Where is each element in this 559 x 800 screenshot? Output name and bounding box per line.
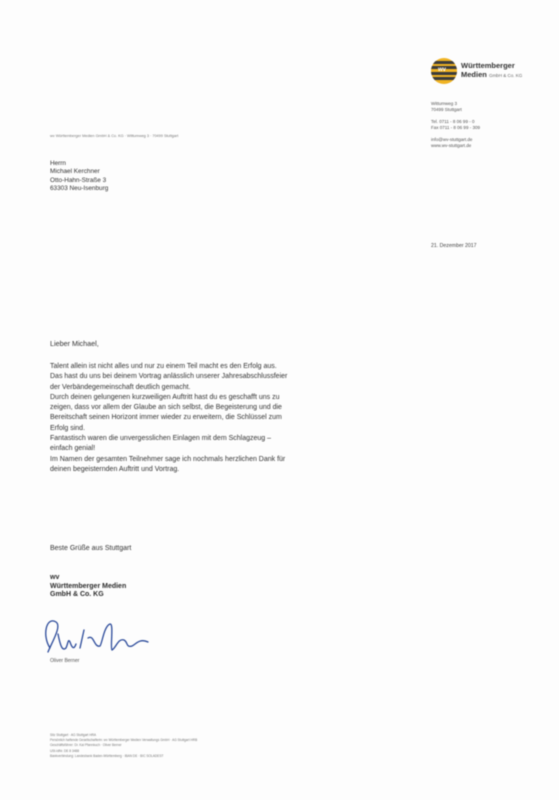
body-line: einfach genial!: [50, 445, 96, 453]
recipient-address: [50, 160, 108, 194]
body-line: der Verbändegemeinschaft deutlich gemacht.: [50, 383, 191, 391]
logo-mark-text: wv: [438, 67, 447, 73]
sender-city: 70499 Stuttgart: [431, 107, 462, 112]
closing: Beste Grüße aus Stuttgart: [50, 545, 132, 552]
sender-fax: Fax 0711 - 8 06 99 - 309: [431, 125, 480, 130]
signer-name: Oliver Berner: [50, 658, 80, 664]
body-line: Das hast du uns bei deinem Vortrag anlässlich unserer Jahresabschlussfeier: [50, 373, 288, 381]
company-line-1: wv: [50, 574, 60, 581]
footer-line-1: Sitz Stuttgart · AG Stuttgart HRA: [50, 733, 97, 737]
body-line: Erfolg sind.: [50, 424, 86, 432]
handwritten-signature: [40, 608, 160, 660]
body-line: Durch deinen gelungenen kurzweiligen Auftritt hast du es geschafft uns zu: [50, 393, 280, 401]
logo-name-line2: Medien: [461, 70, 487, 79]
company-line-3: GmbH & Co. KG: [50, 591, 104, 599]
body-line: Talent allein ist nicht alles und nur zu einem Teil macht es den Erfolg aus.: [50, 363, 277, 370]
sender-address-block: [431, 101, 480, 149]
recipient-line-2: Michael Kerchner: [50, 168, 100, 176]
body-line: deinen begeisternden Auftritt und Vortrag.: [50, 465, 180, 473]
company-signature-block: [50, 574, 126, 600]
sender-phone: Tel. 0711 - 8 06 99 - 0: [431, 119, 475, 124]
footer-line-5: Bankverbindung: Landesbank Baden-Württemberg · IBAN DE · BIC SOLADEST: [50, 753, 164, 758]
footer-line-4: USt-IdNr. DE 8 3488: [50, 748, 80, 753]
sender-web: www.wv-stuttgart.de: [431, 143, 472, 148]
logo-wordmark: [461, 61, 522, 80]
logo-name-suffix: GmbH & Co. KG: [488, 73, 523, 78]
return-address-line: wv Württemberger Medien GmbH & Co. KG · Wittumweg 3 · 70499 Stuttgart: [50, 134, 179, 138]
recipient-line-1: Herrn: [50, 160, 66, 167]
footer-line-3: Geschäftsführer: Dr. Kai Pfannkuch · Oliver Berner: [50, 743, 122, 748]
company-line-2: Württemberger Medien: [50, 582, 127, 590]
letter-body: [50, 362, 515, 475]
company-logo: [431, 58, 541, 88]
body-line: Fantastisch waren die unvergesslichen Einlagen mit dem Schlagzeug –: [50, 435, 272, 443]
logo-emblem: [431, 58, 457, 84]
letter-date: 21. Dezember 2017: [431, 243, 477, 249]
sender-email: info@wv-stuttgart.de: [431, 137, 473, 142]
body-line: zeigen, dass vor allem der Glaube an sich selbst, die Begeisterung und die: [50, 404, 282, 412]
logo-name-line1: Württemberger: [461, 61, 515, 70]
letter-footer: [50, 733, 197, 759]
recipient-line-3: Otto-Hahn-Straße 3: [50, 176, 107, 184]
salutation: Lieber Michael,: [50, 339, 99, 348]
footer-line-2: Persönlich haftende Gesellschafterin: wv Württemberger Medien Verwaltungs GmbH · AG Stuttgart HRB: [50, 738, 198, 743]
body-line: Im Namen der gesamten Teilnehmer sage ich nochmals herzlichen Dank für: [50, 455, 286, 463]
sender-street: Wittumweg 3: [431, 101, 458, 106]
recipient-line-4: 63303 Neu-Isenburg: [50, 185, 109, 193]
body-line: Bereitschaft seinen Horizont immer wieder zu erweitern, die Schlüssel zum: [50, 414, 282, 422]
